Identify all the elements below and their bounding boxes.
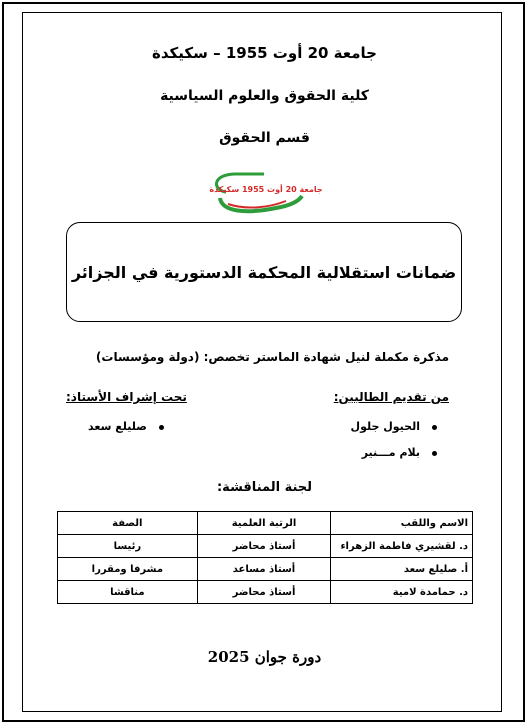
bullet-icon [432,451,437,456]
list-item [351,440,437,466]
committee-table [57,511,473,604]
list-item [351,414,437,440]
member-name: د. حمامدة لامية [331,581,473,604]
column-header-role: الصفة [58,512,198,535]
supervisor-list [88,414,164,440]
column-header-rank: الرتبة العلمية [197,512,331,535]
table-row [58,535,473,558]
students-list [351,414,437,466]
bullet-icon [159,425,164,430]
member-role: مناقشا [58,581,198,604]
student-name: بلام مـــنير [361,446,420,459]
student-name: الحيول جلول [350,420,420,433]
memo-description: مذكرة مكملة لنيل شهادة الماستر تخصص: (دولة ومؤسسات) [95,350,449,364]
member-rank: أستاذ محاضر [197,581,331,604]
member-rank: أستاذ محاضر [197,535,331,558]
committee-heading: لجنة المناقشة: [216,480,313,495]
table-row [58,558,473,581]
bullet-icon [432,425,437,430]
column-header-name: الاسم واللقب [331,512,473,535]
faculty-name: كلية الحقوق والعلوم السياسية [160,88,369,104]
university-name: جامعة 20 أوت 1955 – سكيكدة [152,44,377,62]
member-name: د. لقشيري فاطمة الزهراء [331,535,473,558]
supervisor-name: صليلع سعد [88,420,147,433]
logo-text: جامعة 20 أوت 1955 سكيكدة [209,185,323,194]
member-role: رئيسا [58,535,198,558]
department-name: قسم الحقوق [219,130,310,146]
list-item [88,414,164,440]
member-name: أ. صليلع سعد [331,558,473,581]
logo-swoosh-bottom [220,196,302,211]
table-header-row [58,512,473,535]
member-role: مشرفا ومقررا [58,558,198,581]
member-rank: أستاذ مساعد [197,558,331,581]
thesis-title: ضمانات استقلالية المحكمة الدستورية في الجزائر [71,262,457,282]
university-logo [206,168,323,216]
supervision-heading: تحت إشراف الأستاذ: [66,390,187,404]
students-heading: من تقديم الطالبين: [333,390,449,404]
table-row [58,581,473,604]
session-date: دورة جوان 2025 [207,648,322,666]
thesis-title-box [66,222,462,322]
